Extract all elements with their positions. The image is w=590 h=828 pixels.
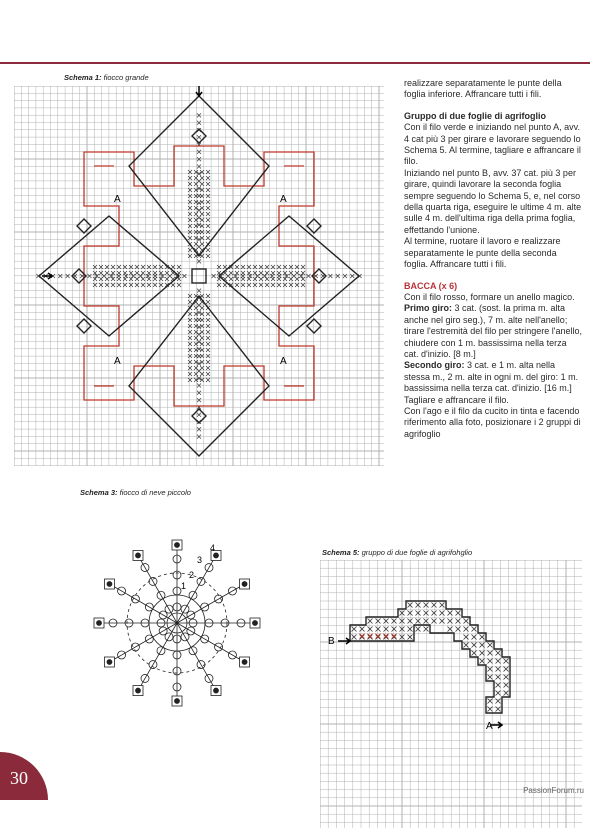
paragraph-6: Tagliare e affrancare il filo. [404,394,509,405]
schema5-caption: Schema 5: gruppo di due foglie di agrifohglio [322,548,473,557]
s5-label-a: A [486,721,493,732]
primo-giro: Primo giro: 3 cat. (sost. la prima m. alta anche nel giro seg.), 7 m. alte nell'anello; tirare l'estremità del filo per stringere l'anello, chiudere con 1 m. bassissima nella terza cat. d'inizio. [8 m.] [404,303,583,359]
schema1-caption: Schema 1: fiocco grande [64,73,149,82]
heading-gruppo: Gruppo di due foglie di agrifoglio [404,110,546,121]
paragraph-1: realizzare separatamente le punte della foglia inferiore. Affrancare tutti i fili. [404,78,562,100]
paragraph-2: Con il filo verde e iniziando nel punto A, avv. 4 cat più 3 per girare e lavorare seguendo lo Schema 5. Al termine, tagliare e affrancare il filo. [404,122,581,167]
paragraph-7: Con l'ago e il filo da cucito in tinta e facendo riferimento alla foto, posizionare i 2 gruppi di agrifoglio [404,405,581,439]
schema3-caption: Schema 3: fiocco di neve piccolo [80,488,191,497]
header-rule [0,62,590,64]
s3-round-3: 3 [197,555,203,565]
instructions-column [404,78,582,440]
paragraph-5: Con il filo rosso, formare un anello magico. [404,291,575,302]
heading-bacca: BACCA (x 6) [404,280,458,291]
footer-watermark: PassionForum.ru [523,786,584,795]
s1-label-a2: A [280,194,287,205]
s3-round-2: 2 [189,570,195,580]
secondo-giro: Secondo giro: 3 cat. e 1 m. alta nella stessa m., 2 m. alte in ogni m. del giro: 1 m. bassissima nella terza cat. d'inizio. [16 m.] [404,360,579,394]
s1-label-a4: A [280,356,287,367]
paragraph-4: Al termine, ruotare il lavoro e realizzare separatamente le punte della seconda foglia. Affrancare tutti i fili. [404,236,561,270]
page-number-badge: 30 [0,752,48,800]
s5-label-b: B [328,636,335,647]
schema1-chart [14,86,384,466]
s1-label-a3: A [114,356,121,367]
schema3-snowflake-diagram [72,503,282,743]
s3-round-4: 4 [210,543,216,553]
paragraph-3: Iniziando nel punto B, avv. 37 cat. più 3 per girare, quindi lavorare la seconda foglia sempre seguendo lo Schema 5, e, nel corso della quarta riga, eseguire le ultime 4 m. alte sulle 4 m. dell'ultima riga della prima foglia, effettando l'unione. [404,167,582,235]
s1-label-a1: A [114,194,121,205]
s3-round-1: 1 [181,581,187,591]
